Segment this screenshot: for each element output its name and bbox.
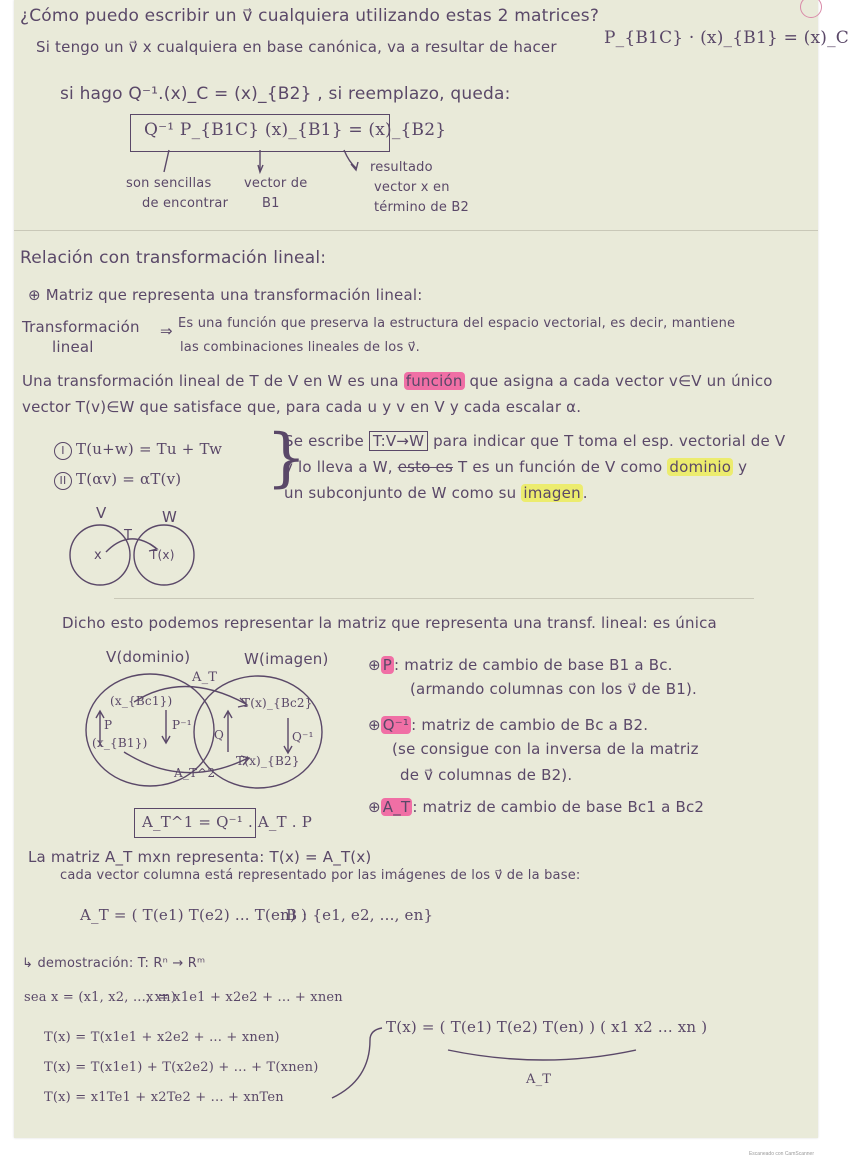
item-qinv: ⊕ Q⁻¹ : matriz de cambio de Bc a B2. xyxy=(368,716,649,734)
side-text-line3: un subconjunto de W como su imagen . xyxy=(284,484,588,502)
sea-x-line: sea x = (x1, x2, ..., xn) xyxy=(24,990,176,1005)
matrix-represents-line: La matriz A_T mxn representa: T(x) = A_T(x) xyxy=(28,848,372,866)
diagram-v-label: V xyxy=(96,504,107,522)
def-text-line1: Es una función que preserva la estructura del espacio vectorial, es decir, mantiene xyxy=(178,316,736,331)
t-step-3: T(x) = x1Te1 + x2Te2 + ... + xnTen xyxy=(44,1090,284,1105)
item-qinv-note1: (se consigue con la inversa de la matriz xyxy=(392,740,699,758)
diagram-x-label: x xyxy=(94,548,102,563)
side-text-line1: Se escribe T:V→W para indicar que T toma el esp. vectorial de V xyxy=(284,432,786,450)
scanner-footer: Escaneado con CamScanner xyxy=(748,1151,814,1157)
x-bc1-label: (x_{Bc1}) xyxy=(110,694,173,708)
side-text-line2: y lo lleva a W, esto es T es un función de V como dominio y xyxy=(284,458,748,476)
diagram-tx-label: T(x) xyxy=(150,548,175,562)
at1-formula: A_T^1 = Q⁻¹ . A_T . P xyxy=(142,813,313,831)
note-c-line3: término de B2 xyxy=(374,200,469,215)
note-b-line1: vector de xyxy=(244,176,308,191)
item-p: ⊕ P : matriz de cambio de base B1 a Bc. xyxy=(368,656,673,674)
note-b-line2: B1 xyxy=(262,196,280,211)
section3-intro: Dicho esto podemos representar la matriz que representa una transf. lineal: es única xyxy=(62,614,717,632)
diagram-t-label: T xyxy=(124,528,133,543)
basis-definition: B : {e1, e2, ..., en} xyxy=(286,906,434,924)
x-expansion: x = x1e1 + x2e2 + ... + xnen xyxy=(146,990,343,1005)
question-heading: ¿Cómo puedo escribir un v⃗ cualquiera utilizando estas 2 matrices? xyxy=(20,6,600,26)
at2-label: A_T^2 xyxy=(174,766,216,780)
intro-formula: P_{B1C} · (x)_{B1} = (x)_C xyxy=(604,28,849,48)
q-inverse-label: Q⁻¹ xyxy=(292,730,314,744)
t-step-2: T(x) = T(x1e1) + T(x2e2) + ... + T(xnen) xyxy=(44,1060,319,1075)
column-vector-line: cada vector columna está representado por las imágenes de los v⃗ de la base: xyxy=(60,868,581,883)
paragraph-line2: vector T(v)∈W que satisface que, para cada u y v en V y cada escalar α. xyxy=(22,398,582,416)
p-label: P xyxy=(104,718,113,732)
at-label-top: A_T xyxy=(192,670,218,685)
def-arrow: ⇒ xyxy=(160,322,173,340)
section2-subtitle: ⊕ Matriz que representa una transformación lineal: xyxy=(28,286,423,304)
domain-label: V(dominio) xyxy=(106,648,191,666)
item-p-note: (armando columnas con los v⃗ de B1). xyxy=(410,680,697,698)
p-inverse-label: P⁻¹ xyxy=(172,718,192,732)
result-at-label: A_T xyxy=(526,1072,552,1087)
note-c-line2: vector x en xyxy=(374,180,450,195)
boxed-formula: Q⁻¹ P_{B1C} (x)_{B1} = (x)_{B2} xyxy=(144,120,447,140)
notebook-page xyxy=(14,0,849,1138)
item-at: ⊕ A_T : matriz de cambio de base Bc1 a Bc2 xyxy=(368,798,705,816)
x-b1-label: (x_{B1}) xyxy=(92,736,148,750)
demo-line: ↳ demostración: T: Rⁿ → Rᵐ xyxy=(22,956,206,971)
def-term-line1: Transformación xyxy=(22,318,140,336)
property-2: II T(αv) = αT(v) xyxy=(54,470,181,490)
note-a-line1: son sencillas xyxy=(126,176,212,191)
tx-bc2-label: T(x)_{Bc2} xyxy=(242,696,313,710)
diagram-w-label: W xyxy=(162,508,178,526)
property-brace: } xyxy=(266,421,307,495)
item-qinv-note2: de v⃗ columnas de B2). xyxy=(400,766,573,784)
at-definition: A_T = ( T(e1) T(e2) ... T(en) ) xyxy=(80,906,307,924)
image-label: W(imagen) xyxy=(244,650,329,668)
property-1: I T(u+w) = Tu + Tw xyxy=(54,440,222,460)
replace-line: si hago Q⁻¹.(x)_C = (x)_{B2} , si reemplazo, queda: xyxy=(60,84,511,104)
demo-arrow xyxy=(14,0,818,1138)
note-a-line2: de encontrar xyxy=(142,196,229,211)
q-label: Q xyxy=(214,728,225,742)
intro-line: Si tengo un v⃗ x cualquiera en base canónica, va a resultar de hacer xyxy=(36,38,557,56)
t-step-1: T(x) = T(x1e1 + x2e2 + ... + xnen) xyxy=(44,1030,280,1045)
paragraph-line1: Una transformación lineal de T de V en W es una función que asigna a cada vector v∈V un único xyxy=(22,372,773,390)
note-c-line1: resultado xyxy=(370,160,433,175)
def-text-line2: las combinaciones lineales de los v⃗. xyxy=(180,340,420,355)
tx-b2-label: T(x)_{B2} xyxy=(236,754,300,768)
result-equation: T(x) = ( T(e1) T(e2) T(en) ) ( x1 x2 ... xn ) xyxy=(386,1018,708,1036)
section2-title: Relación con transformación lineal: xyxy=(20,248,327,268)
def-term-line2: lineal xyxy=(52,338,94,356)
